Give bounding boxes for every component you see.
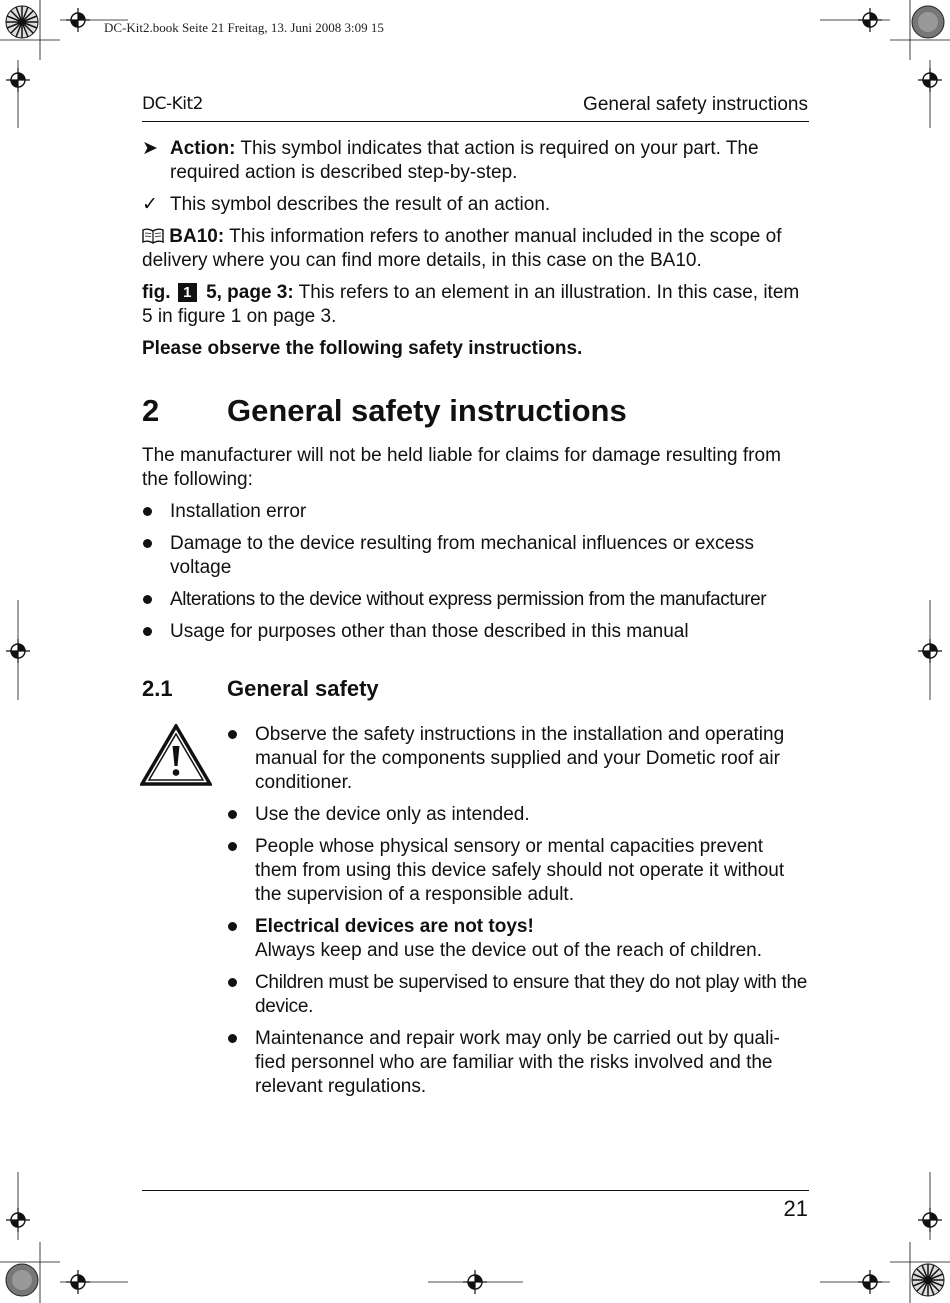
bullet-icon <box>228 810 237 819</box>
figure-ref-text <box>142 281 810 329</box>
print-slug: DC-Kit2.book Seite 21 Freitag, 13. Juni 2008 3:09 15 <box>104 20 384 35</box>
list-item: Observe the safety instructions in the installation and operating manual for the components supplied and your Dometic roof air conditioner. <box>255 724 785 793</box>
list-item: Children must be supervised to ensure that they do not play with the device. <box>255 972 808 1017</box>
running-header-product: DC-Kit2 <box>142 94 203 114</box>
list-item: Alterations to the device without express permission from the manufacturer <box>170 589 767 610</box>
bullet-icon <box>143 627 152 636</box>
subsection-number: 2.1 <box>142 676 173 701</box>
page-number: 21 <box>783 1196 808 1221</box>
figure-ref-description: This refers to an element in an illustration. In this case, item 5 in figure 1 on page 3. <box>142 282 800 327</box>
arrow-icon: ➤ <box>142 138 158 159</box>
figure-ref-label: 5, page 3: <box>206 282 294 303</box>
list-item: Damage to the device resulting from mechanical influences or excess voltage <box>170 533 755 578</box>
section-intro: The manufacturer will not be held liable for claims for damage resulting from the following: <box>142 445 781 490</box>
list-item: Use the device only as intended. <box>255 804 530 825</box>
list-item: People whose physical sensory or mental capacities prevent them from using this device safely should not operate it without the supervision of a responsible adult. <box>255 836 785 905</box>
bullet-icon <box>228 1034 237 1043</box>
list-item: Installation error <box>170 501 307 522</box>
warning-triangle-icon <box>140 724 212 786</box>
result-symbol-text: This symbol describes the result of an action. <box>170 194 551 215</box>
checkmark-icon: ✓ <box>142 194 158 215</box>
footer-rule <box>142 1190 809 1191</box>
action-description: This symbol indicates that action is required on your part. The required action is described step-by-step. <box>170 138 759 183</box>
bullet-icon <box>228 730 237 739</box>
bullet-icon <box>143 539 152 548</box>
running-header-chapter: General safety instructions <box>583 94 808 115</box>
book-icon <box>142 228 164 244</box>
bullet-icon <box>228 842 237 851</box>
subsection-title: General safety <box>227 676 379 701</box>
manual-ref-description: This information refers to another manual included in the scope of delivery where you can find more details, in this case on the BA10. <box>142 226 782 271</box>
header-rule <box>142 121 809 122</box>
section-number: 2 <box>142 393 160 428</box>
bullet-icon <box>143 595 152 604</box>
bullet-icon <box>228 922 237 931</box>
bullet-icon <box>228 978 237 987</box>
action-label: Action: <box>170 138 236 159</box>
list-item <box>255 915 810 963</box>
figure-number-box: 1 <box>178 283 197 302</box>
bullet-icon <box>143 507 152 516</box>
list-item: Usage for purposes other than those described in this manual <box>170 621 689 642</box>
action-symbol-text <box>170 137 810 185</box>
warning-detail: Always keep and use the device out of the reach of children. <box>255 940 762 961</box>
manual-ref-label: BA10: <box>169 226 225 247</box>
figure-ref-prefix: fig. <box>142 282 171 303</box>
section-title: General safety instructions <box>227 393 627 428</box>
warning-emphasis: Electrical devices are not toys! <box>255 916 534 937</box>
list-item: Maintenance and repair work may only be carried out by quali-fied personnel who are familiar with the risks involved and the relevant regulations. <box>255 1028 780 1097</box>
manual-ref-text <box>142 225 810 273</box>
observe-note: Please observe the following safety instructions. <box>142 338 583 359</box>
